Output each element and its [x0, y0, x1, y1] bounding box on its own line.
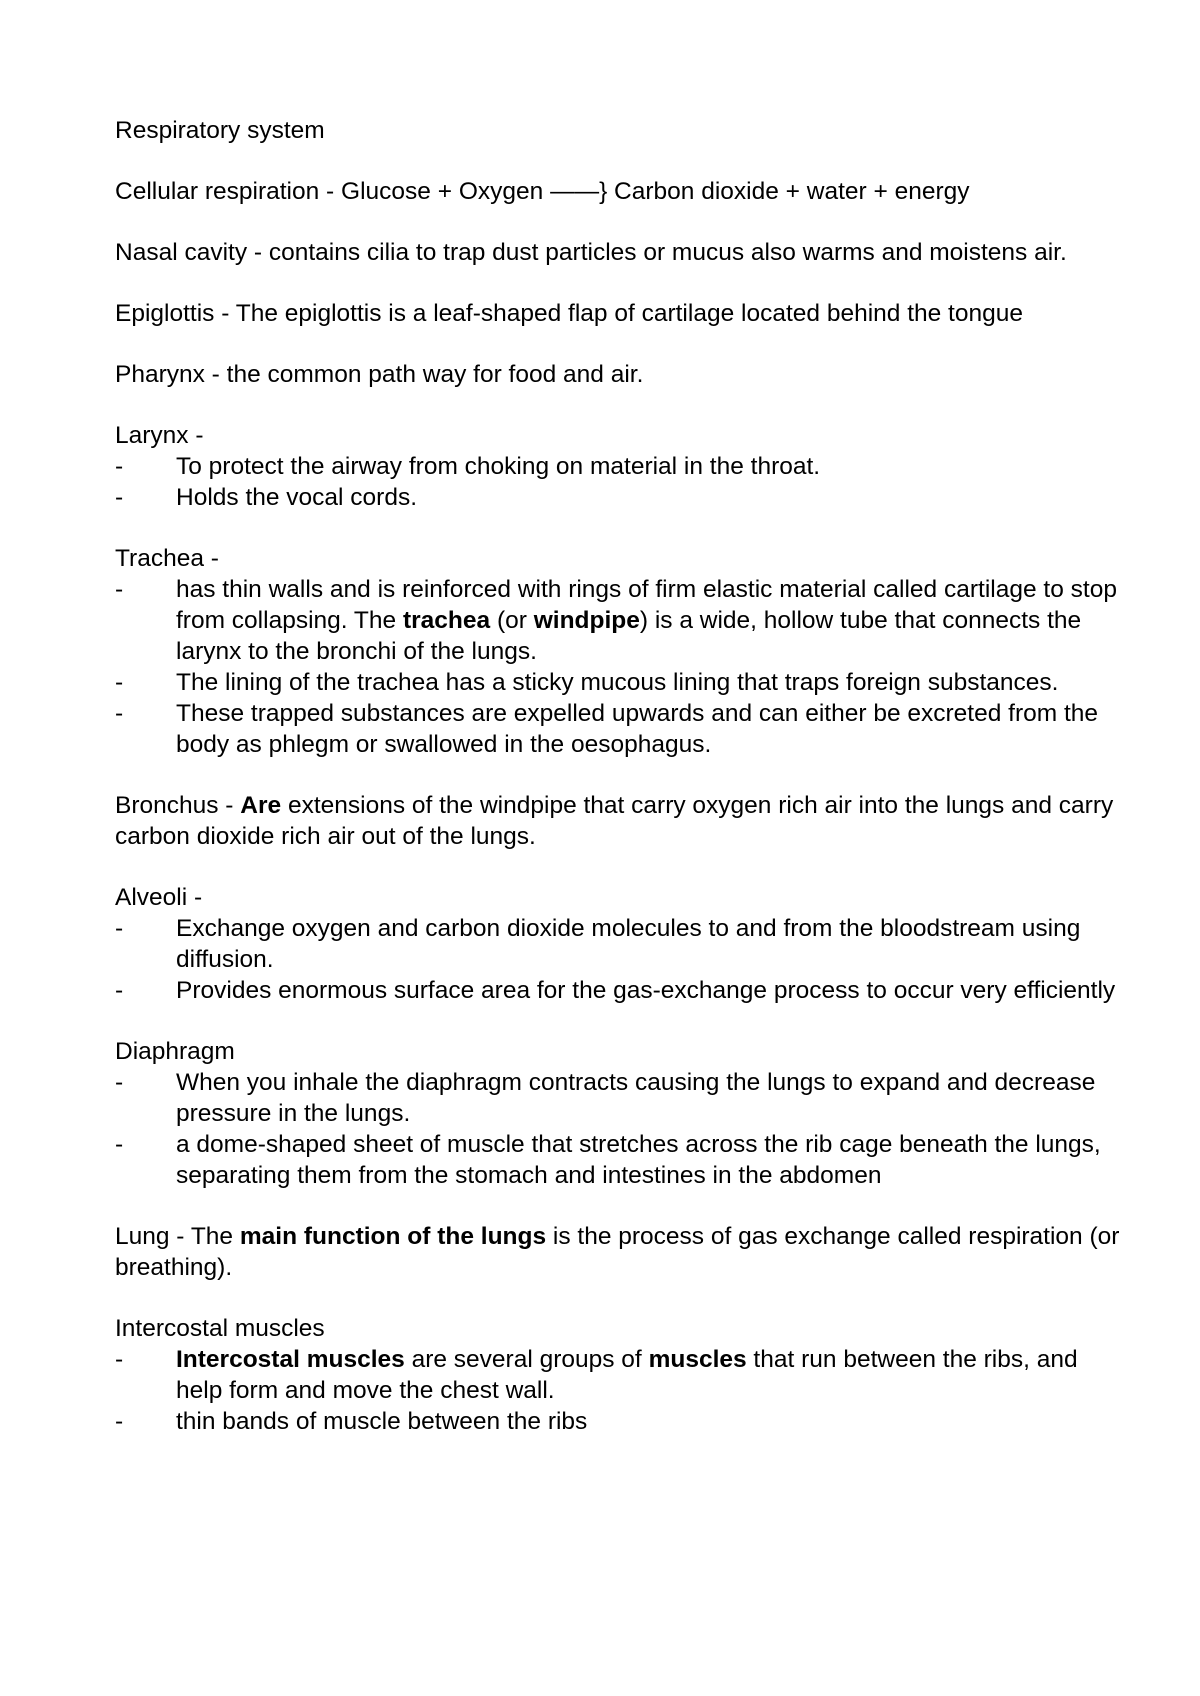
- nasal-cavity-paragraph: Nasal cavity - contains cilia to trap dust particles or mucus also warms and moistens air.: [115, 239, 1067, 266]
- list-item: [115, 975, 1125, 1006]
- bold-term-windpipe: windpipe: [533, 607, 640, 634]
- document-title: Respiratory system: [115, 117, 325, 144]
- text-run: Bronchus -: [115, 792, 241, 819]
- list-item-text: Holds the vocal cords.: [176, 484, 418, 511]
- list-item: [115, 451, 1125, 482]
- list-item: [115, 1129, 1125, 1191]
- alveoli-heading: Alveoli -: [115, 884, 203, 911]
- cellular-respiration-line: Cellular respiration - Glucose + Oxygen ——} Carbon dioxide + water + energy: [115, 178, 970, 205]
- text-run: Lung - The: [115, 1223, 240, 1250]
- dash-bullet: -: [115, 669, 124, 696]
- list-item-text: The lining of the trachea has a sticky mucous lining that traps foreign substances.: [176, 669, 1059, 696]
- diaphragm-list: [115, 1067, 1125, 1191]
- list-item: [115, 1344, 1125, 1406]
- dash-bullet: -: [115, 700, 124, 727]
- list-item-text: Provides enormous surface area for the gas-exchange process to occur very efficiently: [176, 977, 1116, 1004]
- intercostal-list: [115, 1344, 1125, 1437]
- list-item: [115, 574, 1125, 667]
- list-item-text: [176, 576, 1117, 665]
- diaphragm-heading: Diaphragm: [115, 1038, 235, 1065]
- list-item-text: Exchange oxygen and carbon dioxide molecules to and from the bloodstream using diffusion.: [176, 915, 1081, 973]
- list-item-text: a dome-shaped sheet of muscle that stretches across the rib cage beneath the lungs, separating them from the stomach and intestines in the abdomen: [176, 1131, 1101, 1189]
- text-run: (or: [490, 607, 534, 634]
- text-run: has thin walls and is reinforced with rings of firm elastic material called cartilage to stop from collapsing. The: [176, 576, 1117, 634]
- text-run: ) is a wide, hollow tube that connects the larynx to the bronchi of the lungs.: [176, 607, 1082, 665]
- list-item: [115, 913, 1125, 975]
- intercostal-heading: Intercostal muscles: [115, 1315, 325, 1342]
- dash-bullet: -: [115, 977, 124, 1004]
- text-run: are several groups of: [404, 1346, 649, 1373]
- larynx-list: [115, 451, 1125, 513]
- dash-bullet: -: [115, 1069, 124, 1096]
- epiglottis-paragraph: Epiglottis - The epiglottis is a leaf-shaped flap of cartilage located behind the tongue: [115, 300, 1023, 327]
- bold-term-main-function: main function of the lungs: [239, 1223, 547, 1250]
- bronchus-paragraph: [115, 790, 1125, 852]
- dash-bullet: -: [115, 1408, 124, 1435]
- dash-bullet: -: [115, 915, 124, 942]
- document-body: [115, 115, 1125, 1467]
- dash-bullet: -: [115, 484, 124, 511]
- list-item: [115, 482, 1125, 513]
- bold-term-intercostal-muscles: Intercostal muscles: [176, 1346, 405, 1373]
- bold-term-trachea: trachea: [402, 607, 491, 634]
- larynx-heading: Larynx -: [115, 422, 204, 449]
- dash-bullet: -: [115, 1131, 124, 1158]
- dash-bullet: -: [115, 576, 124, 603]
- list-item: [115, 1067, 1125, 1129]
- bold-term-are: Are: [240, 792, 282, 819]
- text-run: extensions of the windpipe that carry oxygen rich air into the lungs and carry carbon dioxide rich air out of the lungs.: [115, 792, 1114, 850]
- dash-bullet: -: [115, 1346, 124, 1373]
- alveoli-list: [115, 913, 1125, 1006]
- list-item: [115, 1406, 1125, 1437]
- list-item-text: When you inhale the diaphragm contracts causing the lungs to expand and decrease pressure in the lungs.: [176, 1069, 1096, 1127]
- bold-term-muscles: muscles: [648, 1346, 747, 1373]
- trachea-heading: Trachea -: [115, 545, 219, 572]
- list-item: [115, 667, 1125, 698]
- list-item-text: [176, 1346, 1078, 1404]
- list-item-text: thin bands of muscle between the ribs: [176, 1408, 588, 1435]
- text-run: is the process of gas exchange called respiration (or breathing).: [115, 1223, 1120, 1281]
- text-run: that run between the ribs, and help form and move the chest wall.: [176, 1346, 1078, 1404]
- list-item-text: To protect the airway from choking on material in the throat.: [176, 453, 821, 480]
- pharynx-paragraph: Pharynx - the common path way for food and air.: [115, 361, 644, 388]
- trachea-list: [115, 574, 1125, 760]
- dash-bullet: -: [115, 453, 124, 480]
- list-item-text: These trapped substances are expelled upwards and can either be excreted from the body as phlegm or swallowed in the oesophagus.: [176, 700, 1099, 758]
- list-item: [115, 698, 1125, 760]
- lung-paragraph: [115, 1221, 1125, 1283]
